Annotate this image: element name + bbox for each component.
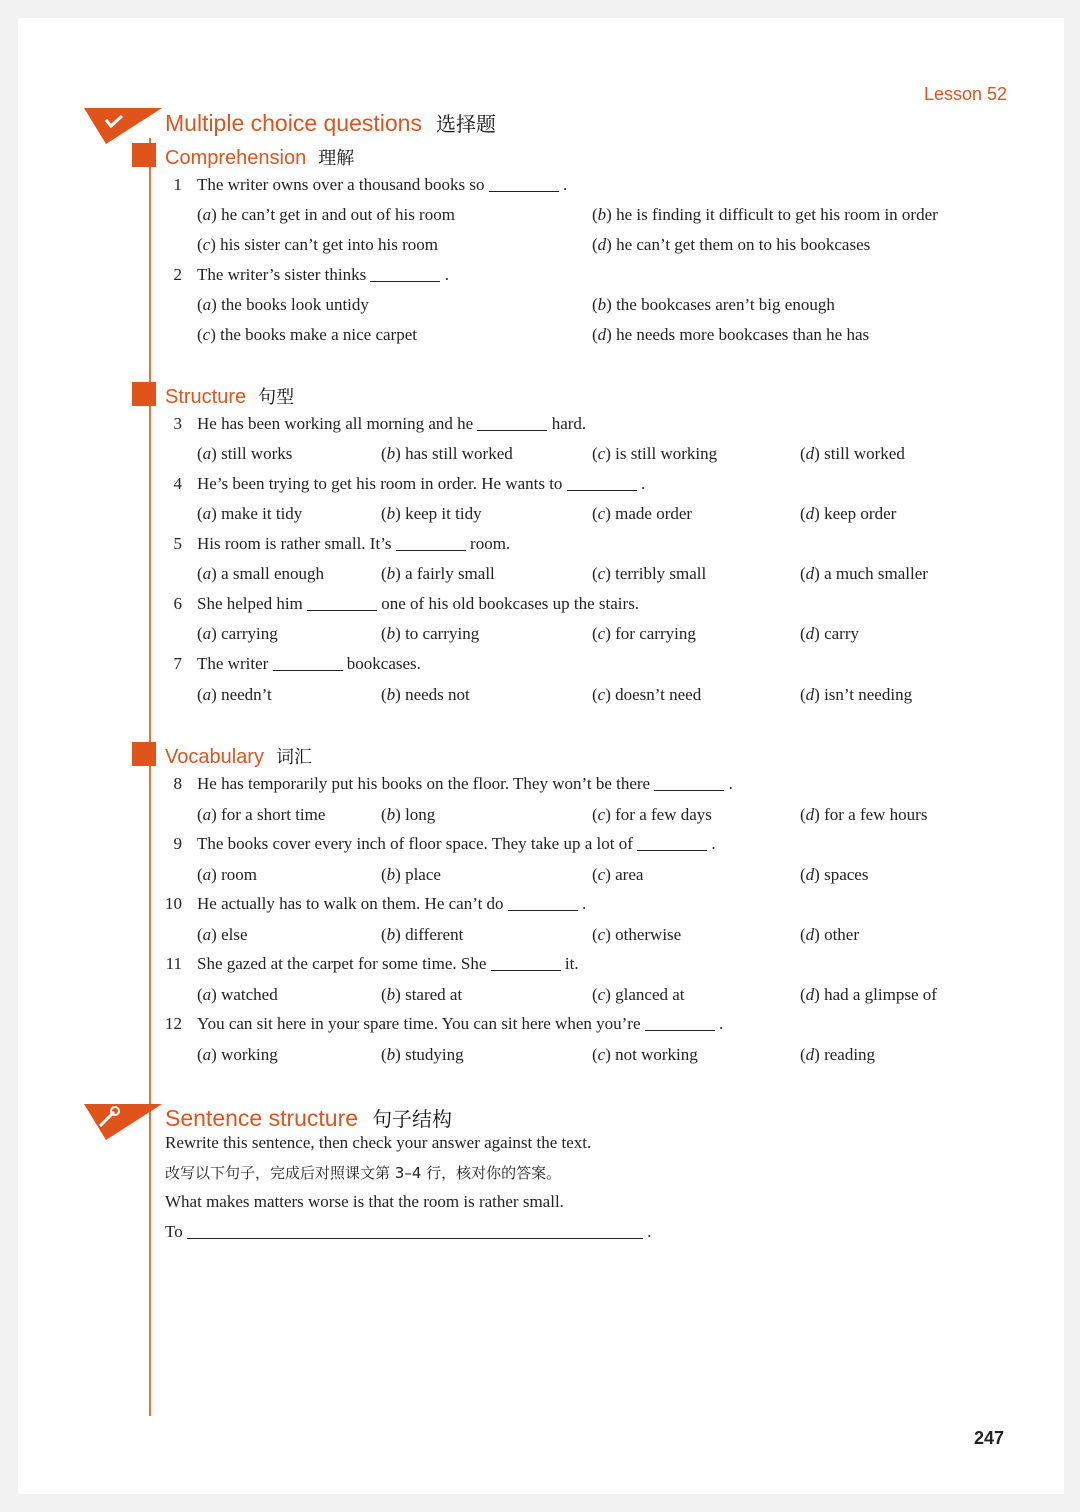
question-number: 8 [173, 774, 182, 793]
option-b[interactable]: (b) different [381, 925, 464, 944]
option-a[interactable]: (a) else [197, 925, 248, 944]
question-number: 9 [173, 834, 182, 853]
option-c[interactable]: (c) for carrying [592, 624, 696, 643]
option-b[interactable]: (b) a fairly small [381, 564, 495, 583]
section-marker [132, 742, 156, 766]
question-text: The writer bookcases. [197, 654, 421, 673]
option-c[interactable]: (c) terribly small [592, 564, 707, 583]
question-number: 1 [173, 175, 182, 194]
option-d[interactable]: (d) a much smaller [800, 564, 928, 583]
option-d[interactable]: (d) reading [800, 1045, 876, 1064]
section-marker [132, 382, 156, 406]
section-marker [132, 143, 156, 167]
question-text: He actually has to walk on them. He can’t do . [197, 894, 587, 913]
option-c[interactable]: (c) glanced at [592, 985, 685, 1004]
option-a[interactable]: (a) a small enough [197, 564, 325, 583]
vocabulary-title: Vocabulary 词汇 [165, 746, 312, 768]
option-a[interactable]: (a) the books look untidy [197, 295, 369, 314]
question-text: The books cover every inch of floor space. They take up a lot of . [197, 834, 716, 853]
question-text: His room is rather small. It’s room. [197, 534, 511, 553]
option-d[interactable]: (d) isn’t needing [800, 685, 913, 704]
option-b[interactable]: (b) the bookcases aren’t big enough [592, 295, 835, 314]
structure-title: Structure 句型 [165, 386, 295, 408]
option-d[interactable]: (d) for a few hours [800, 805, 928, 824]
option-c[interactable]: (c) area [592, 865, 644, 884]
question-number: 12 [165, 1014, 182, 1033]
option-d[interactable]: (d) carry [800, 624, 859, 643]
question-text: She helped him one of his old bookcases up the stairs. [197, 594, 640, 613]
option-a[interactable]: (a) working [197, 1045, 278, 1064]
question-number: 5 [173, 534, 182, 553]
option-a[interactable]: (a) room [197, 865, 257, 884]
instruction-text: Rewrite this sentence, then check your answer against the text. [165, 1133, 592, 1152]
question-number: 7 [173, 654, 182, 673]
margin-rule [149, 138, 151, 1416]
option-a[interactable]: (a) carrying [197, 624, 278, 643]
option-b[interactable]: (b) needs not [381, 685, 470, 704]
sentence-text: What makes matters worse is that the room is rather small. [165, 1192, 564, 1211]
check-icon [84, 106, 164, 146]
lesson-label: Lesson 52 [924, 84, 1008, 104]
option-b[interactable]: (b) stared at [381, 985, 463, 1004]
question-text: You can sit here in your spare time. You can sit here when you’re . [197, 1014, 724, 1033]
option-a[interactable]: (a) watched [197, 985, 278, 1004]
option-c[interactable]: (c) his sister can’t get into his room [197, 235, 438, 254]
option-c[interactable]: (c) not working [592, 1045, 698, 1064]
comprehension-title: Comprehension 理解 [165, 147, 355, 169]
option-d[interactable]: (d) other [800, 925, 860, 944]
option-b[interactable]: (b) he is finding it difficult to get his room in order [592, 205, 938, 224]
question-text: The writer’s sister thinks . [197, 265, 449, 284]
option-b[interactable]: (b) has still worked [381, 444, 513, 463]
mcq-title: Multiple choice questions 选择题 [165, 110, 496, 136]
option-a[interactable]: (a) needn’t [197, 685, 272, 704]
question-text: She gazed at the carpet for some time. She it. [197, 954, 579, 973]
option-b[interactable]: (b) long [381, 805, 436, 824]
question-text: The writer owns over a thousand books so . [197, 175, 568, 194]
option-a[interactable]: (a) he can’t get in and out of his room [197, 205, 455, 224]
option-b[interactable]: (b) place [381, 865, 441, 884]
option-d[interactable]: (d) keep order [800, 504, 897, 523]
textbook-page [18, 18, 1064, 1494]
question-number: 3 [173, 414, 182, 433]
option-d[interactable]: (d) had a glimpse of [800, 985, 937, 1004]
question-number: 10 [165, 894, 182, 913]
option-c[interactable]: (c) doesn’t need [592, 685, 702, 704]
option-b[interactable]: (b) studying [381, 1045, 464, 1064]
question-number: 4 [173, 474, 182, 493]
option-a[interactable]: (a) still works [197, 444, 293, 463]
question-number: 2 [173, 265, 182, 284]
question-text: He’s been trying to get his room in order. He wants to . [197, 474, 646, 493]
option-a[interactable]: (a) for a short time [197, 805, 326, 824]
option-c[interactable]: (c) is still working [592, 444, 718, 463]
option-d[interactable]: (d) he can’t get them on to his bookcases [592, 235, 871, 254]
option-d[interactable]: (d) spaces [800, 865, 869, 884]
option-c[interactable]: (c) made order [592, 504, 693, 523]
wrench-icon [84, 1102, 164, 1142]
question-text: He has temporarily put his books on the floor. They won’t be there . [197, 774, 733, 793]
instruction-text-cn: 改写以下句子，完成后对照课文第 3–4 行，核对你的答案。 [165, 1164, 562, 1182]
option-d[interactable]: (d) still worked [800, 444, 905, 463]
answer-line[interactable]: To . [165, 1222, 652, 1241]
option-c[interactable]: (c) otherwise [592, 925, 682, 944]
sentence-structure-title: Sentence structure 句子结构 [165, 1105, 453, 1131]
option-a[interactable]: (a) make it tidy [197, 504, 303, 523]
option-c[interactable]: (c) the books make a nice carpet [197, 325, 417, 344]
option-d[interactable]: (d) he needs more bookcases than he has [592, 325, 870, 344]
option-b[interactable]: (b) to carrying [381, 624, 480, 643]
page-number: 247 [974, 1428, 1005, 1448]
question-number: 11 [165, 954, 182, 973]
question-text: He has been working all morning and he hard. [197, 414, 587, 433]
question-number: 6 [173, 594, 182, 613]
option-b[interactable]: (b) keep it tidy [381, 504, 482, 523]
option-c[interactable]: (c) for a few days [592, 805, 712, 824]
